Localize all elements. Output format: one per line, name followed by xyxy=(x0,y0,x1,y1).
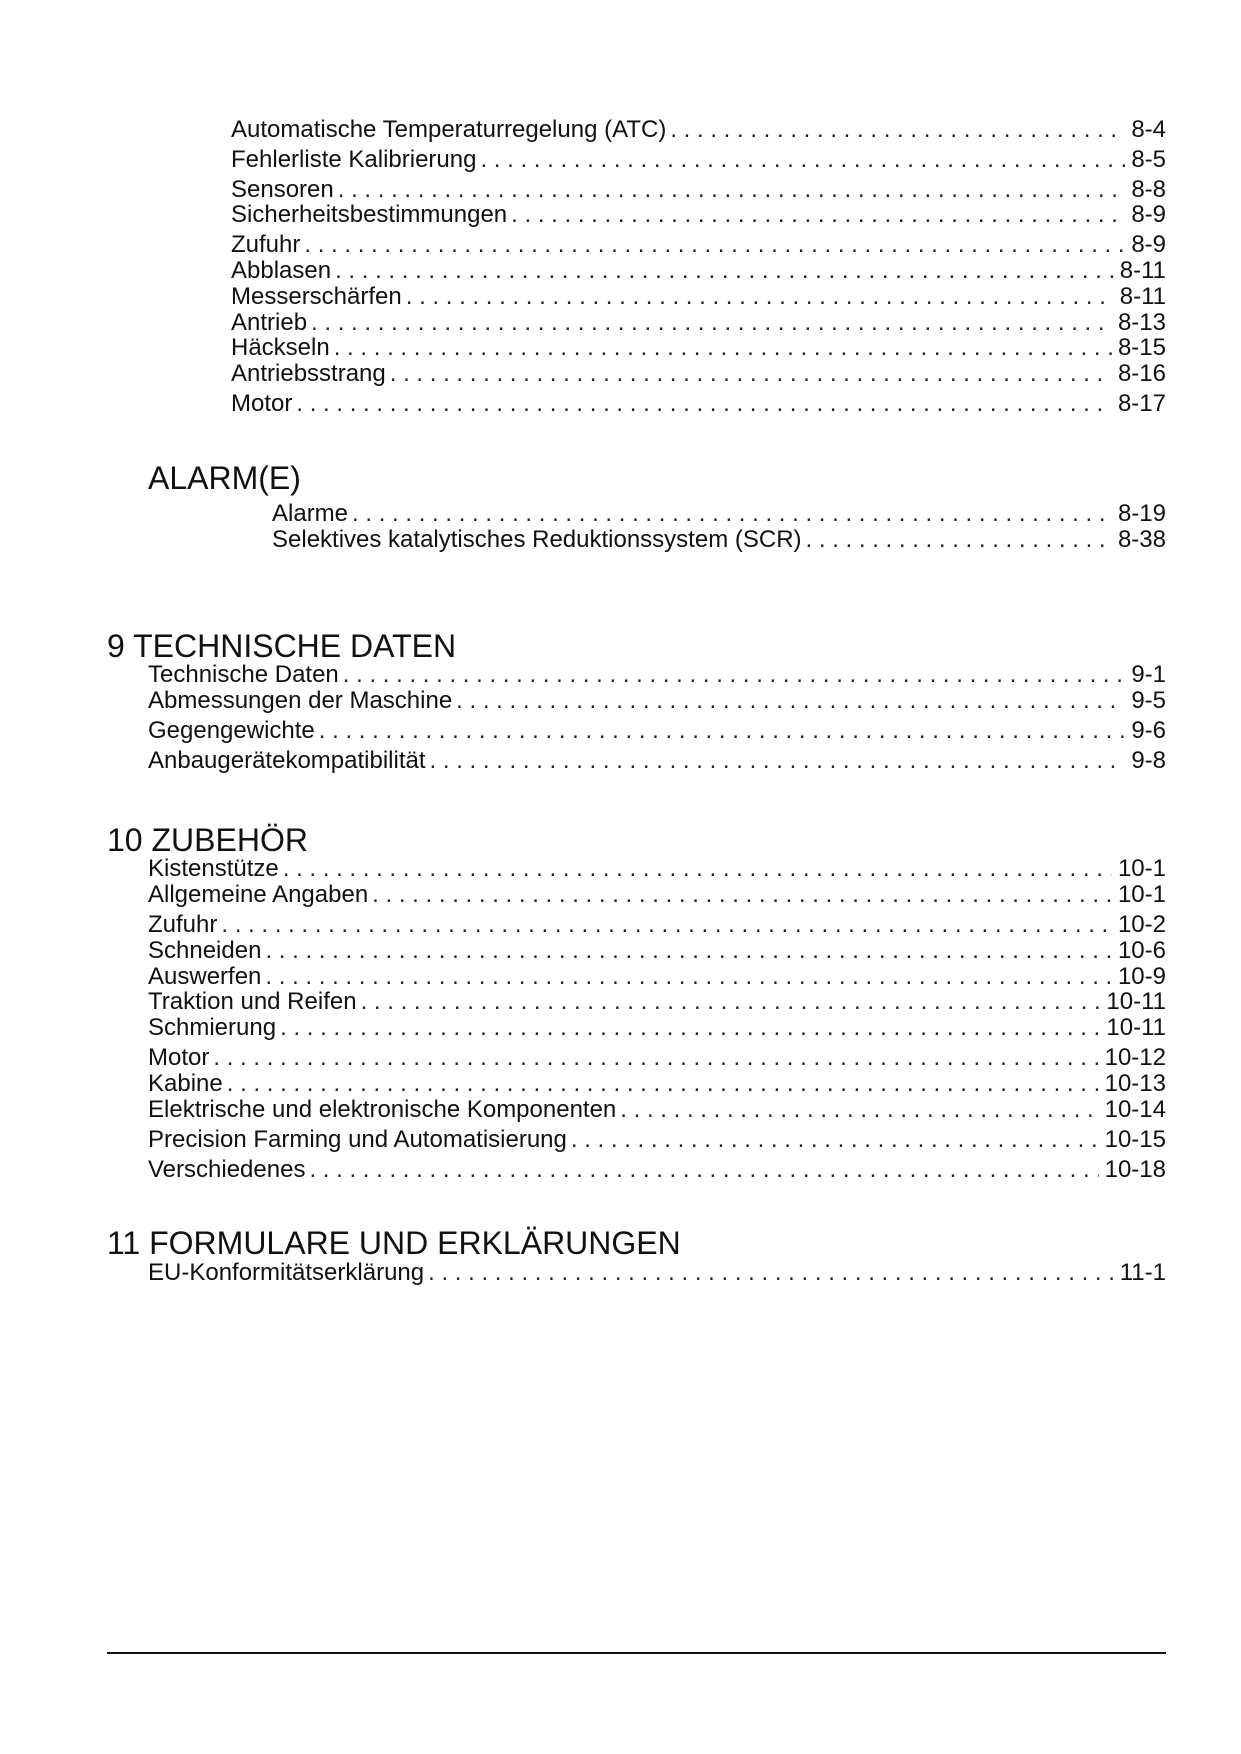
toc-entry[interactable] xyxy=(148,911,1166,939)
dot-leader xyxy=(213,1044,1098,1072)
toc-entry-label: Automatische Temperaturregelung (ATC) xyxy=(231,116,667,143)
dot-leader xyxy=(311,309,1112,337)
toc-entry[interactable] xyxy=(231,201,1166,229)
toc-entry[interactable] xyxy=(148,1014,1166,1042)
toc-entry-label: Kistenstütze xyxy=(148,855,279,882)
toc-entry-page: 9-1 xyxy=(1131,661,1166,688)
dot-leader xyxy=(806,526,1112,554)
toc-entry[interactable] xyxy=(231,116,1166,144)
toc-entry-label: Schneiden xyxy=(148,937,262,964)
toc-entry[interactable] xyxy=(231,231,1166,259)
toc-entry[interactable] xyxy=(148,937,1166,965)
toc-entry-label: Messerschärfen xyxy=(231,283,402,310)
toc-entry[interactable] xyxy=(148,855,1166,883)
toc-entry-label: Anbaugerätekompatibilität xyxy=(148,747,426,774)
toc-entry[interactable] xyxy=(148,988,1166,1016)
toc-entry-page: 10-15 xyxy=(1104,1126,1166,1153)
toc-entry[interactable] xyxy=(231,283,1166,311)
toc-entry-page: 8-5 xyxy=(1131,146,1166,173)
toc-entry[interactable] xyxy=(148,1044,1166,1072)
toc-entry-page: 8-16 xyxy=(1117,360,1166,387)
toc-entry[interactable] xyxy=(148,717,1166,745)
toc-entry-label: Precision Farming und Automatisierung xyxy=(148,1126,567,1153)
dot-leader xyxy=(343,661,1126,689)
toc-entry-label: Antriebsstrang xyxy=(231,360,386,387)
footer-rule xyxy=(107,1652,1166,1654)
toc-entry[interactable] xyxy=(272,526,1166,554)
toc-entry[interactable] xyxy=(231,146,1166,174)
toc-entry[interactable] xyxy=(231,334,1166,362)
dot-leader xyxy=(280,1014,1100,1042)
toc-entry-page: 10-11 xyxy=(1106,988,1166,1015)
toc-entry-page: 8-17 xyxy=(1117,390,1166,417)
dot-leader xyxy=(319,717,1126,745)
toc-entry[interactable] xyxy=(231,360,1166,388)
toc-entry[interactable] xyxy=(148,881,1166,909)
toc-entry-page: 10-12 xyxy=(1104,1044,1166,1071)
toc-entry[interactable] xyxy=(148,661,1166,689)
dot-leader xyxy=(335,257,1114,285)
toc-entry-page: 10-18 xyxy=(1104,1156,1166,1183)
dot-leader xyxy=(511,201,1125,229)
toc-entry-page: 8-38 xyxy=(1117,526,1166,553)
dot-leader xyxy=(406,283,1114,311)
dot-leader xyxy=(265,963,1112,991)
toc-entry[interactable] xyxy=(272,500,1166,528)
toc-entry-page: 10-13 xyxy=(1104,1070,1166,1097)
toc-entry-page: 9-6 xyxy=(1131,717,1166,744)
toc-entry-page: 10-14 xyxy=(1104,1096,1166,1123)
dot-leader xyxy=(265,937,1112,965)
toc-entry-page: 8-8 xyxy=(1131,176,1166,203)
dot-leader xyxy=(430,747,1126,775)
toc-entry-page: 10-11 xyxy=(1106,1014,1166,1041)
dot-leader xyxy=(428,1259,1114,1287)
toc-entry[interactable] xyxy=(231,257,1166,285)
toc-entry-label: Elektrische und elektronische Komponenten xyxy=(148,1096,617,1123)
toc-entry-page: 8-4 xyxy=(1131,116,1166,143)
toc-entry-label: Fehlerliste Kalibrierung xyxy=(231,146,477,173)
toc-entry-page: 8-11 xyxy=(1119,257,1166,284)
toc-entry-label: Traktion und Reifen xyxy=(148,988,357,1015)
toc-entry-label: Technische Daten xyxy=(148,661,339,688)
chapter-heading-10: 10 ZUBEHÖR xyxy=(107,822,308,858)
toc-entry[interactable] xyxy=(231,176,1166,204)
toc-entry-page: 8-9 xyxy=(1131,231,1166,258)
dot-leader xyxy=(620,1096,1098,1124)
toc-entry[interactable] xyxy=(148,1156,1166,1184)
toc-entry-label: Zufuhr xyxy=(148,911,218,938)
toc-entry-label: Gegengewichte xyxy=(148,717,315,744)
toc-entry-page: 10-2 xyxy=(1117,911,1166,938)
toc-entry[interactable] xyxy=(148,1259,1166,1287)
toc-entry-page: 8-15 xyxy=(1117,334,1166,361)
toc-entry[interactable] xyxy=(148,747,1166,775)
toc-entry[interactable] xyxy=(148,1070,1166,1098)
toc-entry-label: Kabine xyxy=(148,1070,223,1097)
dot-leader xyxy=(372,881,1112,909)
toc-entry-page: 10-1 xyxy=(1117,881,1166,908)
dot-leader xyxy=(283,855,1112,883)
toc-entry-label: Motor xyxy=(231,390,293,417)
dot-leader xyxy=(334,334,1112,362)
dot-leader xyxy=(571,1126,1099,1154)
toc-entry-page: 8-9 xyxy=(1131,201,1166,228)
dot-leader xyxy=(221,911,1112,939)
toc-entry-page: 9-5 xyxy=(1131,687,1166,714)
dot-leader xyxy=(338,176,1126,204)
toc-entry[interactable] xyxy=(148,1096,1166,1124)
toc-entry-page: 8-13 xyxy=(1117,309,1166,336)
toc-entry-page: 8-19 xyxy=(1117,500,1166,527)
dot-leader xyxy=(296,390,1112,418)
toc-entry-label: Alarme xyxy=(272,500,349,527)
dot-leader xyxy=(304,231,1125,259)
toc-entry-label: Abblasen xyxy=(231,257,332,284)
toc-entry[interactable] xyxy=(231,309,1166,337)
toc-entry-page: 10-6 xyxy=(1117,937,1166,964)
chapter-heading-11: 11 FORMULARE UND ERKLÄRUNGEN xyxy=(107,1225,681,1261)
toc-entry-page: 8-11 xyxy=(1119,283,1166,310)
toc-entry-label: Abmessungen der Maschine xyxy=(148,687,453,714)
dot-leader xyxy=(227,1070,1099,1098)
toc-entry-label: Sicherheitsbestimmungen xyxy=(231,201,508,228)
dot-leader xyxy=(352,500,1112,528)
section-heading-alarm: ALARM(E) xyxy=(148,460,301,496)
toc-entry-page: 10-1 xyxy=(1117,855,1166,882)
dot-leader xyxy=(361,988,1101,1016)
toc-entry-label: Motor xyxy=(148,1044,210,1071)
dot-leader xyxy=(670,116,1125,144)
toc-entry-page: 9-8 xyxy=(1131,747,1166,774)
dot-leader xyxy=(456,687,1125,715)
toc-entry-label: Sensoren xyxy=(231,176,334,203)
dot-leader xyxy=(480,146,1125,174)
toc-entry[interactable] xyxy=(148,1126,1166,1154)
toc-entry-label: Häckseln xyxy=(231,334,330,361)
toc-entry-label: Antrieb xyxy=(231,309,308,336)
toc-entry[interactable] xyxy=(148,963,1166,991)
toc-entry[interactable] xyxy=(148,687,1166,715)
toc-entry-label: Verschiedenes xyxy=(148,1156,306,1183)
toc-entry-label: EU-Konformitätserklärung xyxy=(148,1259,425,1286)
toc-entry[interactable] xyxy=(231,390,1166,418)
toc-entry-label: Selektives katalytisches Reduktionssystem (SCR) xyxy=(272,526,802,553)
toc-entry-label: Schmierung xyxy=(148,1014,277,1041)
toc-entry-label: Auswerfen xyxy=(148,963,262,990)
dot-leader xyxy=(390,360,1112,388)
toc-entry-label: Zufuhr xyxy=(231,231,301,258)
toc-entry-label: Allgemeine Angaben xyxy=(148,881,369,908)
chapter-heading-9: 9 TECHNISCHE DATEN xyxy=(107,628,457,664)
toc-entry-page: 10-9 xyxy=(1117,963,1166,990)
toc-entry-page: 11-1 xyxy=(1119,1259,1166,1286)
dot-leader xyxy=(309,1156,1098,1184)
